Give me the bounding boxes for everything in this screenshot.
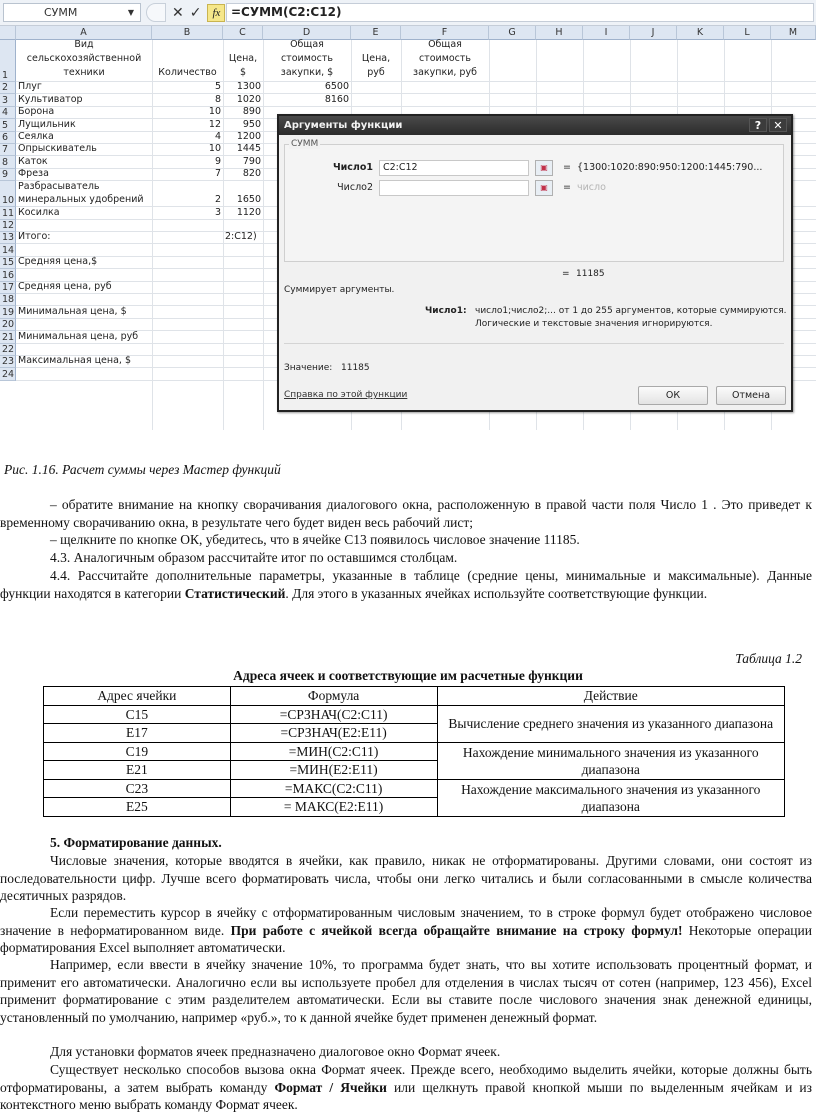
paragraph-text: Если переместить курсор в ячейку с отформатированным числовым значением, то в строке формул будет отображено числовое значение в неформатированном виде. <box>0 905 812 938</box>
row-header-23[interactable]: 23 <box>2 356 15 368</box>
cell-b6[interactable]: 4 <box>214 130 221 142</box>
cell-a3[interactable]: Культиватор <box>18 93 83 105</box>
cell-c1[interactable]: Цена, $ <box>228 53 258 78</box>
cell-c12[interactable] <box>223 220 263 232</box>
cell-c10[interactable]: 1650 <box>236 194 261 206</box>
row-header-9[interactable]: 9 <box>0 169 16 181</box>
paragraph-text: – щелкните по кнопке ОК, убедитесь, что в ячейке С13 появилось числовое значение 11185. <box>50 532 580 547</box>
cell-a20[interactable] <box>16 319 152 331</box>
cell-a14[interactable] <box>16 244 152 256</box>
row-header-19[interactable]: 19 <box>2 306 15 318</box>
paragraph <box>0 956 812 1026</box>
cell-b4[interactable]: 10 <box>208 106 221 118</box>
equals-sign: = <box>562 269 570 279</box>
cell-c11[interactable]: 1120 <box>236 206 261 218</box>
row-header-7[interactable]: 7 <box>0 144 16 156</box>
formula-bar-grip <box>146 3 166 22</box>
cancel-x-icon[interactable]: ✕ <box>172 4 184 21</box>
row-header-13[interactable]: 13 <box>2 232 15 244</box>
ok-button[interactable]: ОК <box>638 386 708 405</box>
command-name: Формат / Ячейки <box>274 1079 387 1095</box>
cell-c19[interactable] <box>223 306 263 318</box>
cell-a17[interactable]: Средняя цена, руб <box>18 280 112 292</box>
cell-b23[interactable] <box>152 356 223 368</box>
row-header-4[interactable]: 4 <box>0 107 16 119</box>
paragraph-text: Для установки форматов ячеек предназначено диалоговое окно Формат ячеек. <box>50 1044 501 1059</box>
paragraph <box>0 852 812 905</box>
cell-c14[interactable] <box>223 244 263 256</box>
cell-a11[interactable]: Косилка <box>18 206 60 218</box>
column-header-i[interactable]: I <box>583 26 630 40</box>
cell-a8[interactable]: Каток <box>18 155 48 167</box>
cell-c16[interactable] <box>223 269 263 281</box>
help-link[interactable]: Справка по этой функции <box>284 390 408 400</box>
arg-help-line1: число1;число2;... от 1 до 255 аргументов, которые суммируются. <box>475 306 787 316</box>
cell-functions-table <box>43 686 785 817</box>
cell-address: С15 <box>44 705 231 724</box>
cell-c4[interactable]: 890 <box>242 106 261 118</box>
function-name: СУММ <box>291 139 319 149</box>
cell-b14[interactable] <box>152 244 223 256</box>
equals-sign: = <box>563 182 571 193</box>
row-header-1[interactable]: 1 <box>0 40 16 82</box>
equals-sign: = <box>563 162 571 173</box>
cell-c17[interactable] <box>223 282 263 294</box>
cell-c23[interactable] <box>223 356 263 368</box>
cell-c22[interactable] <box>223 344 263 356</box>
cell-a18[interactable] <box>16 294 152 306</box>
row-header-18[interactable]: 18 <box>2 294 15 306</box>
cell-a5[interactable]: Лущильник <box>18 118 76 130</box>
cell-b3[interactable]: 8 <box>214 93 221 105</box>
cell-c2[interactable]: 1300 <box>236 81 261 93</box>
cell-address: С19 <box>44 742 231 761</box>
cell-a12[interactable] <box>16 220 152 232</box>
column-header-c[interactable]: C <box>223 26 263 40</box>
column-header-j[interactable]: J <box>630 26 677 40</box>
cell-b21[interactable] <box>152 331 223 343</box>
row-header-5[interactable]: 5 <box>0 119 16 131</box>
section-heading <box>50 834 750 852</box>
cell-a16[interactable] <box>16 269 152 281</box>
cell-b1[interactable]: Количество <box>158 67 217 78</box>
arg-help-line2: Логические и текстовые значения игнорируются. <box>475 319 713 329</box>
cell-c6[interactable]: 1200 <box>236 130 261 142</box>
paragraph-text: Например, если ввести в ячейку значение 10%, то программа будет знать, что вы хотите использовать процентный формат, и применит его автоматически. Аналогично если вы используете пробел для отделения в числах тысяч от сотен (например, 123 456), Excel применит форматирование с этим разделителем автоматически. Если вы ставите после числового значения знак денежной единицы, установленный по умолчанию, например «руб.», то к данной ячейке будет применен денежный формат. <box>0 957 812 1025</box>
column-header-d[interactable]: D <box>263 26 351 40</box>
row-header-12[interactable]: 12 <box>2 219 15 231</box>
collapse-dialog-icon[interactable]: ▣ <box>535 180 553 196</box>
cell-c9[interactable]: 820 <box>242 168 261 180</box>
cell-a7[interactable]: Опрыскиватель <box>18 143 97 155</box>
table-row <box>44 705 785 724</box>
formula-buttons <box>146 3 225 22</box>
cell-d3[interactable]: 8160 <box>324 93 349 105</box>
arg1-result: {1300:1020:890:950:1200:1445:790... <box>577 162 763 173</box>
cell-a22[interactable] <box>16 344 152 356</box>
cell-a24[interactable] <box>16 368 152 380</box>
cell-b12[interactable] <box>152 220 223 232</box>
total-result: 11185 <box>576 269 605 279</box>
cell-b19[interactable] <box>152 306 223 318</box>
formula-bar <box>0 0 816 26</box>
paragraph <box>0 904 812 957</box>
separator <box>284 343 784 344</box>
cell-e1[interactable]: Цена, руб <box>361 53 391 78</box>
row-header-10[interactable]: 10 <box>0 181 16 207</box>
cell-formula: = МАКС(Е2:Е11) <box>230 798 437 817</box>
table-header: Действие <box>437 687 785 706</box>
row-header-3[interactable]: 3 <box>0 94 16 106</box>
table-header-row <box>44 687 785 706</box>
cell-b17[interactable] <box>152 282 223 294</box>
paragraph-text: Числовые значения, которые вводятся в ячейки, как правило, никак не отформатированы. Другими словами, они состоят из последовательности цифр. Лучше всего форматировать числа, чтобы они легко читались и были согласованными в смысле количества десятичных разрядов. <box>0 853 812 903</box>
cell-c20[interactable] <box>223 319 263 331</box>
cell-a21[interactable]: Минимальная цена, руб <box>18 330 139 342</box>
cell-b18[interactable] <box>152 294 223 306</box>
confirm-check-icon[interactable]: ✓ <box>189 4 202 21</box>
row-header-2[interactable]: 2 <box>0 82 16 94</box>
arg2-result: число <box>577 182 606 193</box>
paragraph <box>0 567 812 602</box>
cell-f1[interactable]: Общая стоимость закупки, руб <box>413 39 477 78</box>
chevron-down-icon[interactable]: ▼ <box>127 8 134 17</box>
row-header-16[interactable]: 16 <box>2 269 15 281</box>
paragraph-text: Некоторые операции форматирования Excel выполняет автоматически. <box>0 922 812 955</box>
cell-address: Е21 <box>44 761 231 780</box>
cell-a15[interactable]: Средняя цена,$ <box>18 256 98 268</box>
cell-address: Е25 <box>44 798 231 817</box>
table-number: Таблица 1.2 <box>735 651 802 666</box>
column-header-l[interactable]: L <box>724 26 771 40</box>
cell-c8[interactable]: 790 <box>242 155 261 167</box>
row-header-14[interactable]: 14 <box>2 244 15 256</box>
column-header-k[interactable]: K <box>677 26 724 40</box>
row-header-6[interactable]: 6 <box>0 132 16 144</box>
column-header-g[interactable]: G <box>489 26 536 40</box>
excel-screenshot <box>0 0 816 430</box>
dialog-title[interactable]: Аргументы функции <box>279 116 791 135</box>
cell-c15[interactable] <box>223 257 263 269</box>
row-header-22[interactable]: 22 <box>2 343 15 355</box>
cell-c24[interactable] <box>223 368 263 380</box>
arg-help-label: Число1: <box>425 306 467 316</box>
column-header-h[interactable]: H <box>536 26 583 40</box>
cell-action: Нахождение минимального значения из указанного диапазона <box>437 742 785 779</box>
value-label: Значение: <box>284 363 333 373</box>
function-arguments-dialog <box>277 114 793 412</box>
name-box-value: СУММ <box>44 6 78 19</box>
category-name: Статистический <box>184 585 286 601</box>
arg1-input[interactable]: C2:C12 <box>379 160 529 176</box>
cell-b8[interactable]: 9 <box>214 155 221 167</box>
cell-b5[interactable]: 12 <box>208 118 221 130</box>
cell-c5[interactable]: 950 <box>242 118 261 130</box>
function-description: Суммирует аргументы. <box>284 285 395 295</box>
cell-d2[interactable]: 6500 <box>324 81 349 93</box>
column-header-f[interactable]: F <box>401 26 489 40</box>
arg2-label: Число2 <box>337 182 373 193</box>
cell-b22[interactable] <box>152 344 223 356</box>
cell-action: Вычисление среднего значения из указанного диапазона <box>437 705 785 742</box>
name-box[interactable] <box>3 3 141 22</box>
cell-c7[interactable]: 1445 <box>236 143 261 155</box>
paragraph-text: или щелкнуть правой кнопкой мыши по выделенным ячейкам и из контекстного меню выбрать команду Формат ячеек. <box>0 1079 812 1112</box>
cell-formula: =МИН(Е2:Е11) <box>230 761 437 780</box>
cell-formula: =СРЗНАЧ(С2:С11) <box>230 705 437 724</box>
close-icon[interactable]: ✕ <box>769 118 787 132</box>
cell-a2[interactable]: Плуг <box>18 81 42 93</box>
collapse-dialog-icon[interactable]: ▣ <box>535 160 553 176</box>
row-header-11[interactable]: 11 <box>2 207 15 219</box>
table-header: Формула <box>230 687 437 706</box>
function-group <box>284 139 784 262</box>
paragraph-text: Существует несколько способов вызова окна Формат ячеек. Прежде всего, необходимо выделить ячейки, которые должны быть отформатированы, а затем выбрать команду <box>0 1062 812 1095</box>
value: 11185 <box>341 363 370 373</box>
column-header-b[interactable]: B <box>152 26 223 40</box>
cell-formula: =СРЗНАЧ(Е2:Е11) <box>230 724 437 743</box>
paragraph <box>0 549 812 567</box>
paragraph-text: 4.3. Аналогичным образом рассчитайте итог по оставшимся столбцам. <box>50 550 458 565</box>
cell-c13[interactable]: 2:C12) <box>225 231 257 243</box>
cell-b9[interactable]: 7 <box>214 168 221 180</box>
arg2-input[interactable] <box>379 180 529 196</box>
cell-address: Е17 <box>44 724 231 743</box>
row-header-20[interactable]: 20 <box>2 319 15 331</box>
cell-a6[interactable]: Сеялка <box>18 130 54 142</box>
row-header-8[interactable]: 8 <box>0 156 16 168</box>
table-row <box>44 779 785 798</box>
select-all-corner[interactable] <box>0 26 16 40</box>
paragraph <box>0 496 812 531</box>
cell-a13[interactable]: Итого: <box>18 231 51 243</box>
cell-b16[interactable] <box>152 269 223 281</box>
paragraph <box>0 1043 812 1061</box>
paragraph-text: . Для этого в указанных ячейках используйте соответствующие функции. <box>285 585 708 601</box>
cell-c3[interactable]: 1020 <box>236 93 261 105</box>
cell-b20[interactable] <box>152 319 223 331</box>
column-header-e[interactable]: E <box>351 26 401 40</box>
table-row <box>44 742 785 761</box>
cell-c18[interactable] <box>223 294 263 306</box>
figure-caption: Рис. 1.16. Расчет суммы через Мастер функций <box>4 462 281 477</box>
row-header-21[interactable]: 21 <box>2 331 15 343</box>
help-icon[interactable]: ? <box>749 118 767 132</box>
cell-a4[interactable]: Борона <box>18 106 55 118</box>
cell-b11[interactable]: 3 <box>214 206 221 218</box>
table-header: Адрес ячейки <box>44 687 231 706</box>
cell-formula: =МИН(С2:С11) <box>230 742 437 761</box>
cell-a1[interactable]: Вид сельскохозяйственной техники <box>26 39 142 78</box>
cell-a10[interactable]: Разбрасыватель минеральных удобрений <box>18 181 144 206</box>
cell-c21[interactable] <box>223 331 263 343</box>
paragraph <box>0 531 812 549</box>
paragraph-text: – обратите внимание на кнопку сворачивания диалогового окна, расположенную в правой части поля Число 1 . Это приведет к временному сворачиванию окна, в результате чего будет виден весь рабочий лист; <box>0 497 812 530</box>
cell-b13[interactable] <box>152 232 223 244</box>
cell-d1[interactable]: Общая стоимость закупки, $ <box>280 39 334 78</box>
paragraph <box>0 1061 812 1114</box>
section-heading-text: 5. Форматирование данных. <box>50 835 222 850</box>
row-header-17[interactable]: 17 <box>2 281 15 293</box>
emphasis-text: При работе с ячейкой всегда обращайте внимание на строку формул! <box>230 922 683 938</box>
row-header-15[interactable]: 15 <box>2 257 15 269</box>
column-header-m[interactable]: M <box>771 26 816 40</box>
cell-b10[interactable]: 2 <box>214 194 221 206</box>
cell-a9[interactable]: Фреза <box>18 168 49 180</box>
row-header-24[interactable]: 24 <box>2 368 15 380</box>
paragraph-text: 4.4. Рассчитайте дополнительные параметры, указанные в таблице (средние цены, минимальные и максимальные). Данные функции находятся в категории <box>0 568 812 601</box>
formula-input[interactable]: =СУММ(C2:C12) <box>226 3 814 22</box>
cell-b2[interactable]: 5 <box>214 81 221 93</box>
cancel-button[interactable]: Отмена <box>716 386 786 405</box>
cell-action: Нахождение максимального значения из указанного диапазона <box>437 779 785 816</box>
cell-b24[interactable] <box>152 368 223 380</box>
fx-icon[interactable]: fx <box>207 4 225 22</box>
arg1-label: Число1 <box>332 162 373 173</box>
cell-a23[interactable]: Максимальная цена, $ <box>18 355 132 367</box>
cell-b15[interactable] <box>152 257 223 269</box>
cell-formula: =МАКС(С2:С11) <box>230 779 437 798</box>
column-header-a[interactable]: A <box>16 26 152 40</box>
cell-a19[interactable]: Минимальная цена, $ <box>18 305 127 317</box>
cell-b7[interactable]: 10 <box>208 143 221 155</box>
table-title: Адреса ячеек и соответствующие им расчетные функции <box>233 668 583 683</box>
cell-address: С23 <box>44 779 231 798</box>
